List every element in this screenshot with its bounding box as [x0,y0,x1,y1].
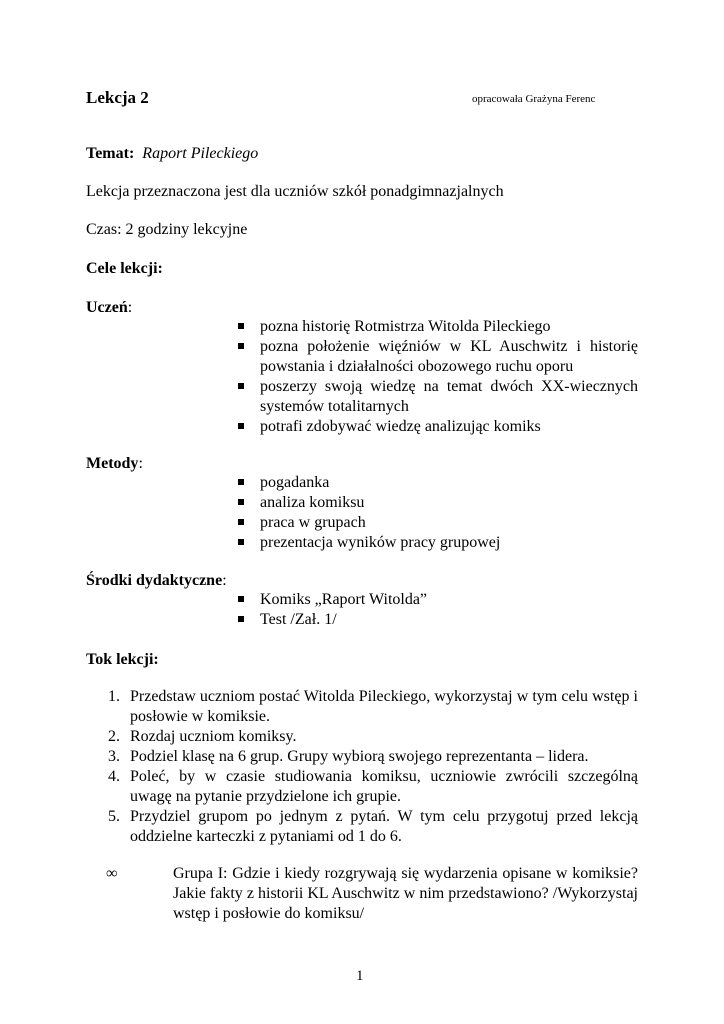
procedure-steps [108,687,638,847]
topic-label: Temat: [86,145,135,162]
procedure-step [108,767,638,807]
procedure-heading: Tok lekcji: [86,651,159,668]
topic-title: Raport Pileckiego [142,145,259,162]
step-number: 5. [108,808,120,825]
step-number: 4. [108,768,120,785]
student-label: Uczeń [86,299,128,316]
list-item: pozna położenie więźniów w KL Auschwitz i historię powstania i działalności obozowego ruchu oporu [238,337,638,377]
list-item: poszerzy swoją wiedzę na temat dwóch XX-wiecznych systemów totalitarnych [238,377,638,417]
goals-heading: Cele lekcji: [86,260,163,277]
step-text: Rozdaj uczniom komiksy. [130,728,297,745]
list-item: pozna historię Rotmistrza Witolda Pileckiego [238,317,638,337]
step-number: 1. [108,688,120,705]
methods-label: Metody [86,455,139,472]
aids-heading [86,571,227,591]
procedure-step [108,727,638,747]
duration-text: Czas: 2 godziny lekcyjne [86,221,248,238]
infinity-bullet-icon: ∞ [106,865,118,882]
methods-list [238,473,638,553]
student-heading [86,298,132,318]
list-item: Test /Zał. 1/ [238,610,638,630]
step-number: 2. [108,728,120,745]
page-number: 1 [356,968,364,984]
procedure-step [108,807,638,847]
group-question-text: Grupa I: Gdzie i kiedy rozgrywają się wydarzenia opisane w komiksie? Jakie fakty z historii KL Auschwitz w nim przedstawiono? /Wykorzystaj wstęp i posłowie do komiksu/ [173,865,638,922]
list-item: analiza komiksu [238,493,638,513]
list-item: potrafi zdobywać wiedzę analizując komiks [238,417,638,437]
audience-text: Lekcja przeznaczona jest dla uczniów szkół ponadgimnazjalnych [86,183,504,200]
procedure-step [108,687,638,727]
procedure-step [108,747,638,767]
student-colon: : [127,299,133,316]
list-item: praca w grupach [238,513,638,533]
list-item: Komiks „Raport Witolda” [238,590,638,610]
step-text: Podziel klasę na 6 grup. Grupy wybiorą swojego reprezentanta – lidera. [130,748,589,765]
student-goals-list [238,317,638,437]
step-number: 3. [108,748,120,765]
list-item: prezentacja wyników pracy grupowej [238,533,638,553]
aids-label: Środki dydaktyczne [86,572,223,589]
aids-list [238,590,638,630]
step-text: Przedstaw uczniom postać Witolda Pileckiego, wykorzystaj w tym celu wstęp i posłowie w komiksie. [130,688,638,725]
list-item: pogadanka [238,473,638,493]
step-text: Przydziel grupom po jednym z pytań. W tym celu przygotuj przed lekcją oddzielne karteczki z pytaniami od 1 do 6. [130,808,638,845]
methods-colon: : [138,455,143,472]
aids-colon: : [222,572,227,589]
step-text: Poleć, by w czasie studiowania komiksu, uczniowie zwrócili szczególną uwagę na pytanie przydzielone ich grupie. [130,768,638,805]
topic-line [86,144,258,164]
author-note: opracowała Grażyna Ferenc [472,93,596,105]
methods-heading [86,454,143,474]
lesson-title: Lekcja 2 [86,88,149,107]
